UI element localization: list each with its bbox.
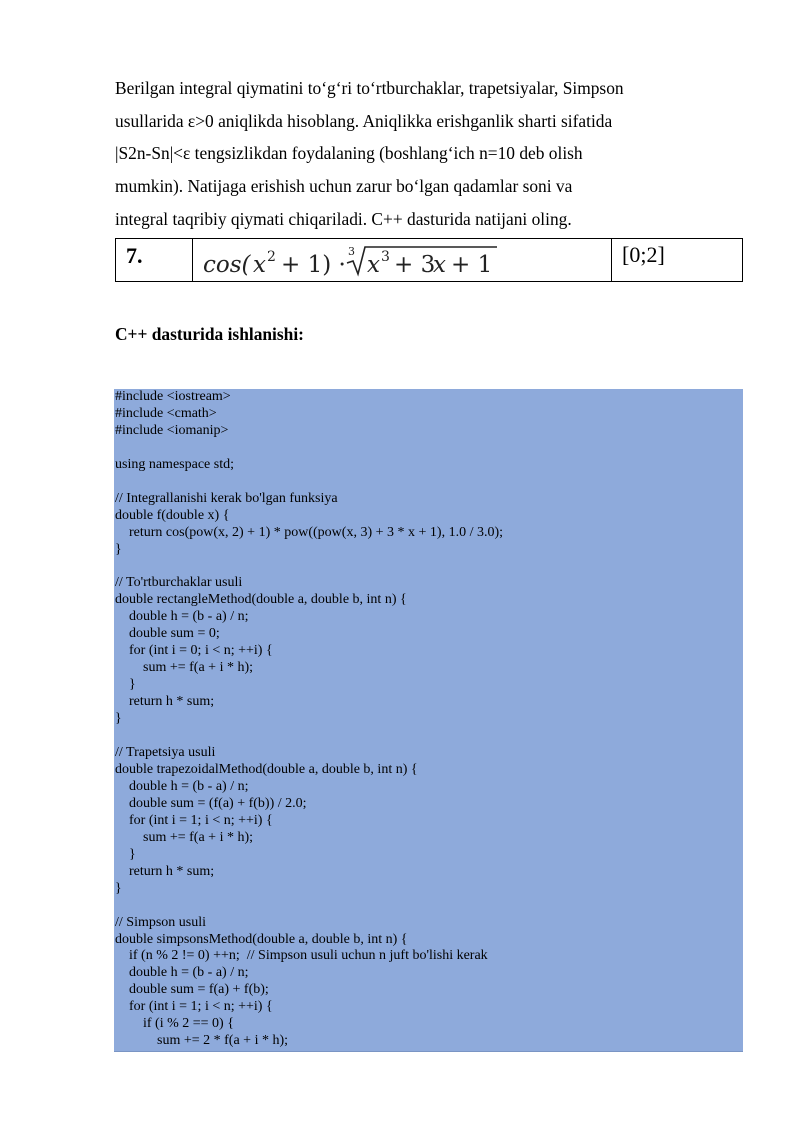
code-line: } [115,880,122,896]
task-interval-cell [612,239,743,282]
code-line: double h = (b - a) / n; [115,965,249,981]
code-line: } [115,677,136,693]
task-description [115,72,715,235]
code-line: for (int i = 0; i < n; ++i) { [115,643,273,659]
code-block [114,389,743,1052]
code-line: sum += f(a + i * h); [115,829,254,845]
code-line [114,440,743,457]
svg-text:+ 3: + 3 [394,252,436,278]
task-row [116,239,743,282]
svg-text:2: 2 [267,249,276,265]
description-line: Berilgan integral qiymatini to‘g‘ri to‘rtburchaklar, trapetsiyalar, Simpson [115,78,624,98]
code-line: double h = (b - a) / n; [115,778,249,794]
code-line: using namespace std; [115,456,234,472]
code-line [114,474,743,491]
code-line: // Integrallanishi kerak bo'lgan funksiya [115,490,338,506]
code-line: // Trapetsiya usuli [115,745,216,761]
code-line: // Simpson usuli [115,914,207,930]
description-line: mumkin). Natijaga erishish uchun zarur bo‘lgan qadamlar soni va [115,176,573,197]
code-line: } [115,846,136,862]
integrand-formula [201,241,501,281]
svg-text:+ 1) ·: + 1) · [281,252,346,278]
description-line: |S2n-Sn|<ε tengsizlikdan foydalaning (boshlang‘ich n=10 deb olish [115,143,583,164]
code-line [114,898,743,915]
code-line: double sum = (f(a) + f(b)) / 2.0; [115,795,307,811]
code-line: double h = (b - a) / n; [115,609,249,625]
code-line: #include <cmath> [115,405,217,421]
svg-text:3: 3 [348,245,355,258]
code-line: } [115,541,122,557]
task-interval: [0;2] [622,242,665,267]
task-number: 7. [126,243,143,268]
svg-text:x: x [253,252,266,278]
code-line: return h * sum; [115,863,215,879]
svg-text:x: x [433,252,446,278]
code-line: if (n % 2 != 0) ++n; // Simpson usuli uchun n juft bo'lishi kerak [115,948,488,964]
code-line: } [115,711,122,727]
code-line: double rectangleMethod(double a, double b, int n) { [115,592,407,608]
description-line: usullarida ε>0 aniqlikda hisoblang. Aniqlikka erishganlik sharti sifatida [115,110,613,131]
description-line: integral taqribiy qiymati chiqariladi. C++ dasturida natijani oling. [115,208,572,229]
task-formula-cell [193,239,612,282]
task-table [115,238,743,282]
code-line [114,728,743,745]
svg-text:x: x [367,252,380,278]
code-line [114,559,743,576]
svg-text:cos(: cos( [203,252,251,278]
code-line: #include <iomanip> [115,422,229,438]
code-line: double simpsonsMethod(double a, double b, int n) { [115,931,408,947]
task-number-cell [116,239,193,282]
code-line: sum += f(a + i * h); [115,660,254,676]
code-line: if (i % 2 == 0) { [115,1016,234,1032]
code-line: double trapezoidalMethod(double a, double b, int n) { [115,761,418,777]
code-line: double f(double x) { [115,507,230,523]
code-line: double sum = 0; [115,626,220,642]
code-line: // To'rtburchaklar usuli [115,575,243,591]
code-line: return cos(pow(x, 2) + 1) * pow((pow(x, 3) + 3 * x + 1), 1.0 / 3.0); [115,524,504,540]
code-line: return h * sum; [115,694,215,710]
svg-text:+ 1: + 1 [451,252,493,278]
svg-text:3: 3 [381,249,390,265]
code-line: #include <iostream> [115,389,231,404]
code-line: for (int i = 1; i < n; ++i) { [115,999,273,1015]
code-line: sum += 2 * f(a + i * h); [115,1033,289,1049]
code-line: double sum = f(a) + f(b); [115,982,269,998]
code-line: for (int i = 1; i < n; ++i) { [115,812,273,828]
section-heading: C++ dasturida ishlanishi: [115,324,304,344]
